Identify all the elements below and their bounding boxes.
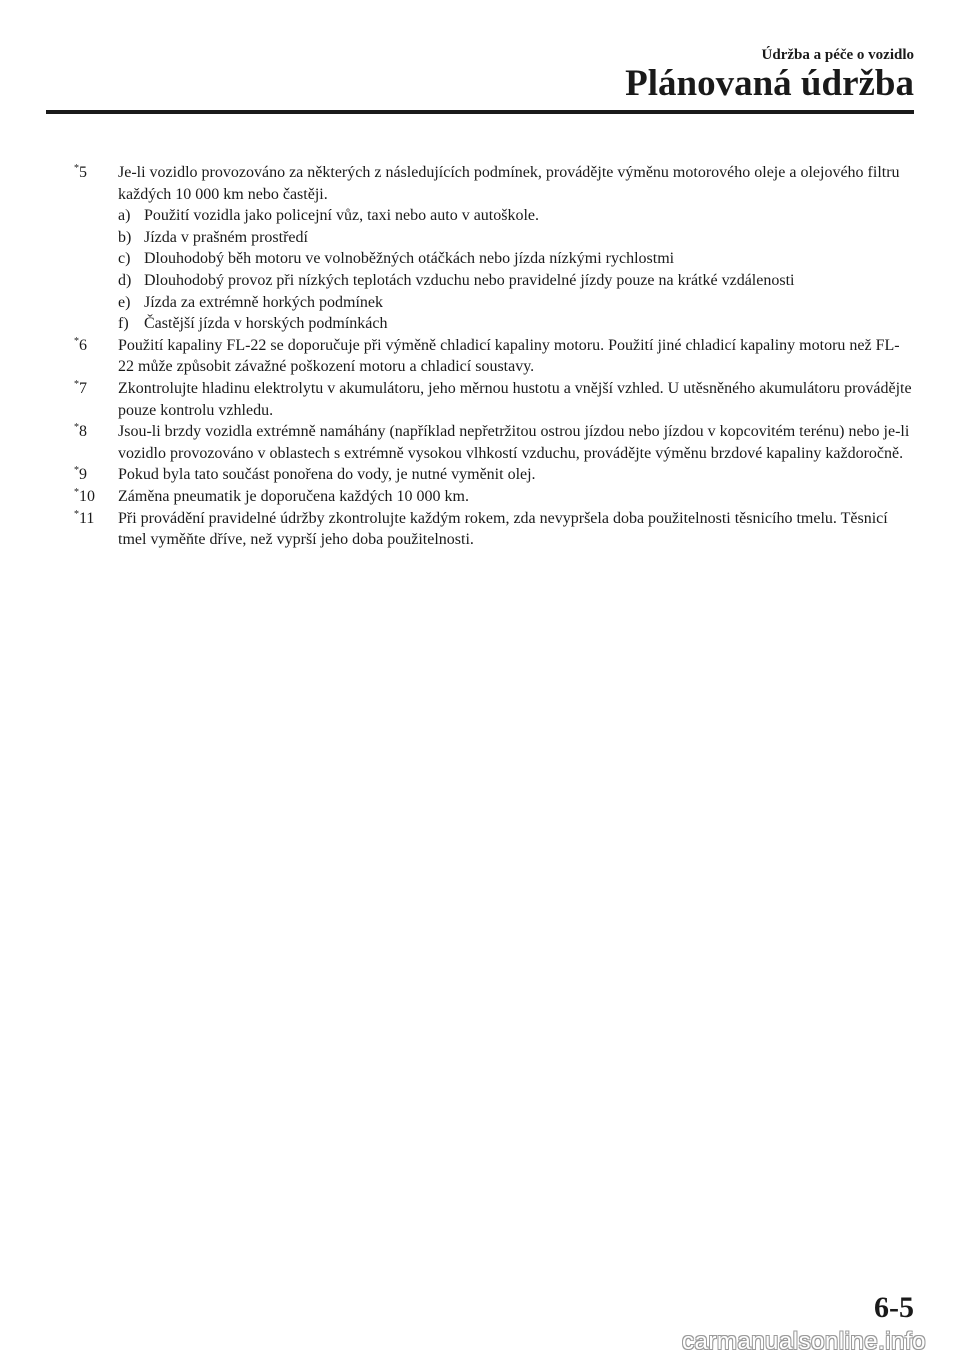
list-item-text: Dlouhodobý provoz při nízkých teplotách vzduchu nebo pravidelné jízdy pouze na krátké vzdálenosti [144,271,795,289]
footnote-text: Použití kapaliny FL-22 se doporučuje při výměně chladicí kapaliny motoru. Použití jiné chladicí kapaliny motoru než FL-22 může způsobit závažné poškození motoru a chladicí soustavy. [118,336,900,376]
asterisk-icon: * [74,163,79,174]
footnote-9 [74,464,914,486]
list-item [118,292,914,314]
list-item-text: Častější jízda v horských podmínkách [144,315,388,333]
list-item-text: Dlouhodobý běh motoru ve volnoběžných otáčkách nebo jízda nízkými rychlostmi [144,250,675,268]
footnote-text: Pokud byla tato součást ponořena do vody, je nutné vyměnit olej. [118,466,536,484]
list-item-letter: b) [118,228,132,246]
footnote-text: Je-li vozidlo provozováno za některých z následujících podmínek, provádějte výměnu motorového oleje a olejového filtru každých 10 000 km nebo častěji. [118,164,900,203]
asterisk-icon: * [74,465,79,477]
footnote-number: *8 [74,422,87,441]
asterisk-icon: * [74,422,79,434]
footnote-number: *7 [74,378,87,397]
section-header: Údržba a péče o vozidlo [761,47,914,63]
list-item-letter: a) [118,207,131,225]
watermark: carmanualsonline.info [682,1328,926,1355]
footnote-text: Zkontrolujte hladinu elektrolytu v akumulátoru, jeho měrnou hustotu a vnější vzhled. U utěsněného akumulátoru provádějte pouze kontrolu vzhledu. [118,379,912,419]
header-divider [46,110,914,114]
page-number: 6-5 [874,1291,914,1324]
condition-list [118,205,914,335]
list-item [118,270,914,292]
footnote-10 [74,486,914,508]
list-item-letter: c) [118,250,131,268]
footnote-number: *11 [74,508,95,527]
list-item-letter: e) [118,293,131,311]
asterisk-icon: * [74,486,79,498]
footnote-list [74,162,914,551]
footnote-number: *5 [74,163,87,181]
footnote-text: Jsou-li brzdy vozidla extrémně namáhány (například nepřetržitou ostrou jízdou nebo jízdou v kopcovitém terénu) nebo je-li vozidlo provozováno v oblastech s extrémně vysokou vlhkostí vzduchu, provádějte výměnu brzdové kapaliny každoročně. [118,423,910,462]
list-item [118,248,914,270]
list-item-letter: d) [118,271,132,289]
asterisk-icon: * [74,508,79,520]
list-item-text: Jízda za extrémně horkých podmínek [144,293,384,311]
footnote-7 [74,378,914,421]
asterisk-icon: * [74,335,79,347]
page-title: Plánovaná údržba [625,63,914,104]
list-item-text: Použití vozidla jako policejní vůz, taxi nebo auto v autoškole. [144,207,540,225]
footnote-text: Při provádění pravidelné údržby zkontrolujte každým rokem, zda nevypršela doba použitelnosti těsnicího tmelu. Těsnicí tmel vyměňte dříve, než vyprší jeho doba použitelnosti. [118,509,888,549]
list-item [118,205,914,227]
list-item-letter: f) [118,315,129,333]
footnote-8 [74,421,914,464]
asterisk-icon: * [74,378,79,390]
list-item [118,227,914,249]
footnote-number: *6 [74,335,87,354]
list-item [118,313,914,335]
footnote-number: *10 [74,486,95,505]
footnote-6 [74,335,914,378]
footnote-11 [74,508,914,551]
list-item-text: Jízda v prašném prostředí [144,228,308,246]
footnote-number: *9 [74,465,87,484]
footnote-text: Záměna pneumatik je doporučena každých 10 000 km. [118,487,469,505]
footnote-5 [74,162,914,335]
